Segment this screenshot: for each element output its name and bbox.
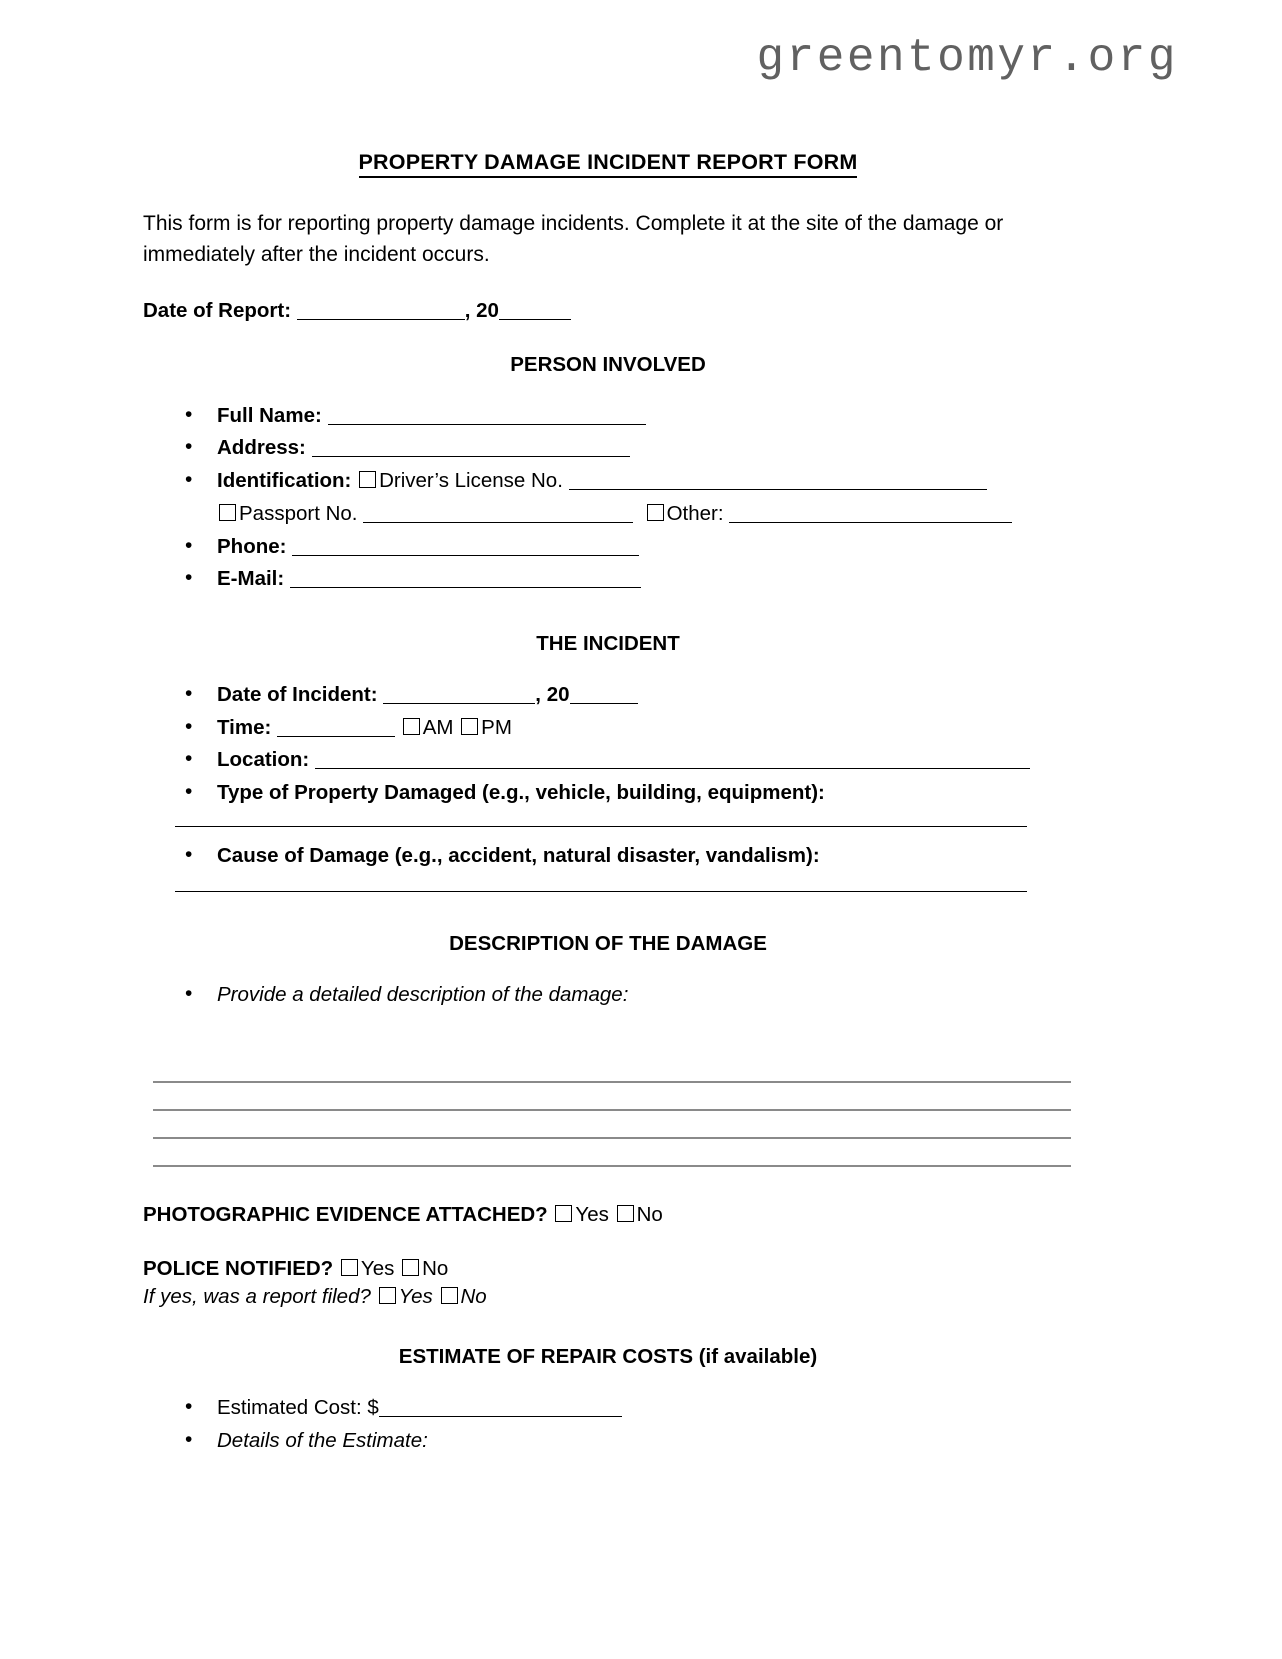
list-item-description-prompt [185,980,1073,1010]
list-item-address [185,433,1073,463]
type-of-property-input[interactable] [175,826,1027,827]
list-item-estimated-cost [185,1393,1073,1423]
phone-input[interactable] [292,538,639,556]
passport-input[interactable] [363,505,633,523]
section-heading-estimate: ESTIMATE OF REPAIR COSTS (if available) [398,1345,818,1369]
date-of-incident-label: Date of Incident: [217,683,378,707]
person-involved-list [143,401,1073,594]
photographic-evidence-no-checkbox[interactable] [617,1205,634,1222]
address-input[interactable] [312,439,630,457]
address-label: Address: [217,436,306,460]
estimated-cost-label: Estimated Cost: $ [217,1396,379,1420]
drivers-license-checkbox[interactable] [359,471,376,488]
photographic-evidence-question: PHOTOGRAPHIC EVIDENCE ATTACHED? [143,1203,548,1227]
passport-label: Passport No. [239,501,358,525]
list-item-cause-of-damage [185,841,1073,871]
description-answer-line[interactable] [153,1083,1071,1111]
section-heading-person-involved: PERSON INVOLVED [510,352,706,376]
location-input[interactable] [315,751,1030,769]
drivers-license-input[interactable] [569,472,987,490]
list-item-full-name [185,401,1073,431]
section-heading-description: DESCRIPTION OF THE DAMAGE [449,931,767,955]
estimated-cost-input[interactable] [379,1399,622,1417]
police-report-filed-yes-checkbox[interactable] [379,1287,396,1304]
police-report-filed-no-label: No [460,1285,487,1309]
page-title-text: PROPERTY DAMAGE INCIDENT REPORT FORM [359,150,858,178]
date-of-incident-input[interactable] [383,686,535,704]
list-item-estimate-details [185,1426,1073,1456]
location-label: Location: [217,748,310,772]
list-item-time [185,713,1073,743]
site-watermark: greentomyr.org [756,32,1178,84]
drivers-license-label: Driver’s License No. [379,469,563,493]
date-of-report-row [143,299,1073,323]
description-answer-area[interactable] [153,1055,1071,1167]
type-of-property-label: Type of Property Damaged (e.g., vehicle, building, equipment): [217,781,825,805]
list-item-passport-other [185,499,1073,529]
form-content [143,150,1073,1459]
cause-of-damage-input[interactable] [175,891,1027,892]
date-of-report-year-prefix: , 20 [464,298,499,322]
police-report-filed-row [143,1285,1073,1309]
date-of-report-input[interactable] [297,302,465,320]
cause-of-damage-label: Cause of Damage (e.g., accident, natural disaster, vandalism): [217,843,820,867]
date-of-incident-year-input[interactable] [570,686,638,704]
police-report-filed-question: If yes, was a report filed? [143,1285,371,1309]
full-name-input[interactable] [328,407,646,425]
email-label: E-Mail: [217,567,285,591]
description-answer-line[interactable] [153,1139,1071,1167]
intro-paragraph: This form is for reporting property damage incidents. Complete it at the site of the damage or immediately after the incident occurs. [143,212,1004,266]
phone-label: Phone: [217,534,287,558]
police-notified-question: POLICE NOTIFIED? [143,1257,334,1281]
estimate-details-label: Details of the Estimate: [217,1429,428,1453]
email-input[interactable] [290,570,641,588]
police-notified-row [143,1257,1073,1281]
time-label: Time: [217,715,272,739]
photographic-evidence-no-label: No [636,1203,663,1227]
am-label: AM [422,715,454,739]
photographic-evidence-yes-label: Yes [575,1203,609,1227]
passport-checkbox[interactable] [219,504,236,521]
time-input[interactable] [277,719,395,737]
page-title [143,150,1073,175]
list-item-date-of-incident [185,680,1073,710]
date-of-report-label: Date of Report: [143,298,292,322]
description-prompt-label: Provide a detailed description of the damage: [217,982,629,1006]
list-item-email [185,564,1073,594]
photographic-evidence-yes-checkbox[interactable] [555,1205,572,1222]
description-answer-line[interactable] [153,1055,1071,1083]
police-notified-no-checkbox[interactable] [402,1259,419,1276]
date-of-incident-year-prefix: , 20 [535,683,570,707]
list-item-identification [185,466,1073,496]
other-id-input[interactable] [729,505,1012,523]
police-report-filed-no-checkbox[interactable] [441,1287,458,1304]
am-checkbox[interactable] [403,718,420,735]
description-answer-line[interactable] [153,1111,1071,1139]
section-heading-the-incident: THE INCIDENT [536,632,680,656]
police-notified-no-label: No [422,1257,449,1281]
other-id-label: Other: [666,501,724,525]
list-item-type-of-property [185,778,1073,808]
list-item-phone [185,532,1073,562]
list-item-location [185,745,1073,775]
cause-of-damage-list [143,841,1073,871]
other-id-checkbox[interactable] [647,504,664,521]
pm-label: PM [481,715,512,739]
estimate-list [143,1393,1073,1455]
full-name-label: Full Name: [217,403,322,427]
police-notified-yes-checkbox[interactable] [341,1259,358,1276]
police-report-filed-yes-label: Yes [398,1285,433,1309]
description-list [143,980,1073,1010]
identification-label: Identification: [217,469,352,493]
photographic-evidence-row [143,1203,1073,1227]
police-notified-yes-label: Yes [360,1257,395,1281]
pm-checkbox[interactable] [461,718,478,735]
date-of-report-year-input[interactable] [499,302,571,320]
the-incident-list [143,680,1073,808]
